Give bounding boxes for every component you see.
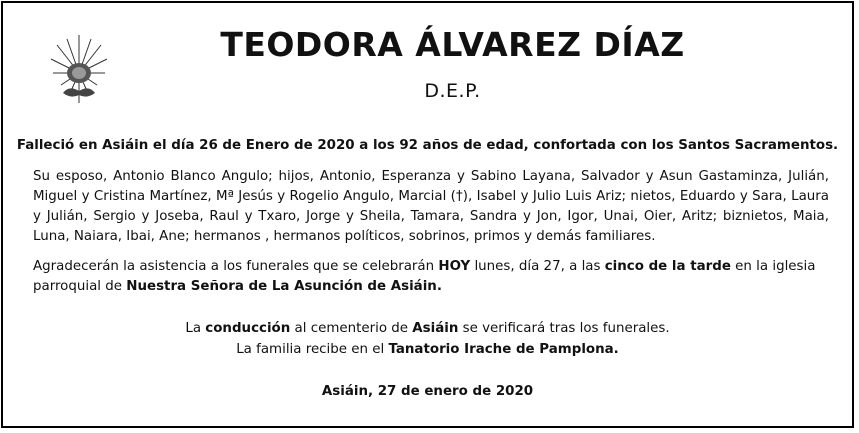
conduction-text-1: La: [185, 321, 206, 336]
funeral-today: HOY: [438, 259, 471, 274]
deceased-name: TEODORA ÁLVAREZ DÍAZ: [220, 25, 685, 64]
obituary-frame: [1, 1, 854, 428]
funeral-church: Nuestra Señora de La Asunción de Asiáin.: [126, 279, 442, 294]
funeral-text-2: lunes, día 27, a las: [470, 259, 605, 274]
rip-abbreviation: D.E.P.: [424, 80, 481, 102]
family-paragraph: Su esposo, Antonio Blanco Angulo; hijos, Antonio, Esperanza y Sabino Layana, Salvador y Asun Gastaminza, Julián, Miguel y Cristina Martínez, Mª Jesús y Rogelio Angulo, Marcial (†), Isabel y Julio Luis Ariz; nietos, Eduardo y Sara, Laura y Julián, Sergio y Joseba, Raul y Txaro, Jorge y Sheila, Tamara, Sandra y Jon, Igor, Unai, Oier, Aritz; biznietos, Maia, Luna, Naiara, Ibai, Ane; hermanos , hermanos políticos, sobrinos, primos y demás familiares.: [33, 169, 829, 244]
funeral-text-3: en la iglesia parroquial de: [33, 259, 816, 294]
family-receives-text: La familia recibe en el: [236, 342, 389, 357]
conduction-text-2: al cementerio de: [290, 321, 413, 336]
family-receives-line: [3, 342, 852, 357]
funeral-paragraph: [33, 257, 829, 297]
conduction-text-3: se verificará tras los funerales.: [458, 321, 670, 336]
funeral-time: cinco de la tarde: [604, 259, 731, 274]
funeral-home: Tanatorio Irache de Pamplona.: [388, 342, 619, 357]
death-announcement: Falleció en Asiáin el día 26 de Enero de 2020 a los 92 años de edad, confortada con los Santos Sacramentos.: [16, 138, 839, 153]
conduction-town: Asiáin: [412, 321, 459, 336]
conduction-line: [3, 321, 852, 336]
place-date: Asiáin, 27 de enero de 2020: [321, 384, 534, 399]
conduction-word: conducción: [205, 321, 291, 336]
funeral-text-1: Agradecerán la asistencia a los funerales que se celebrarán: [33, 259, 439, 274]
